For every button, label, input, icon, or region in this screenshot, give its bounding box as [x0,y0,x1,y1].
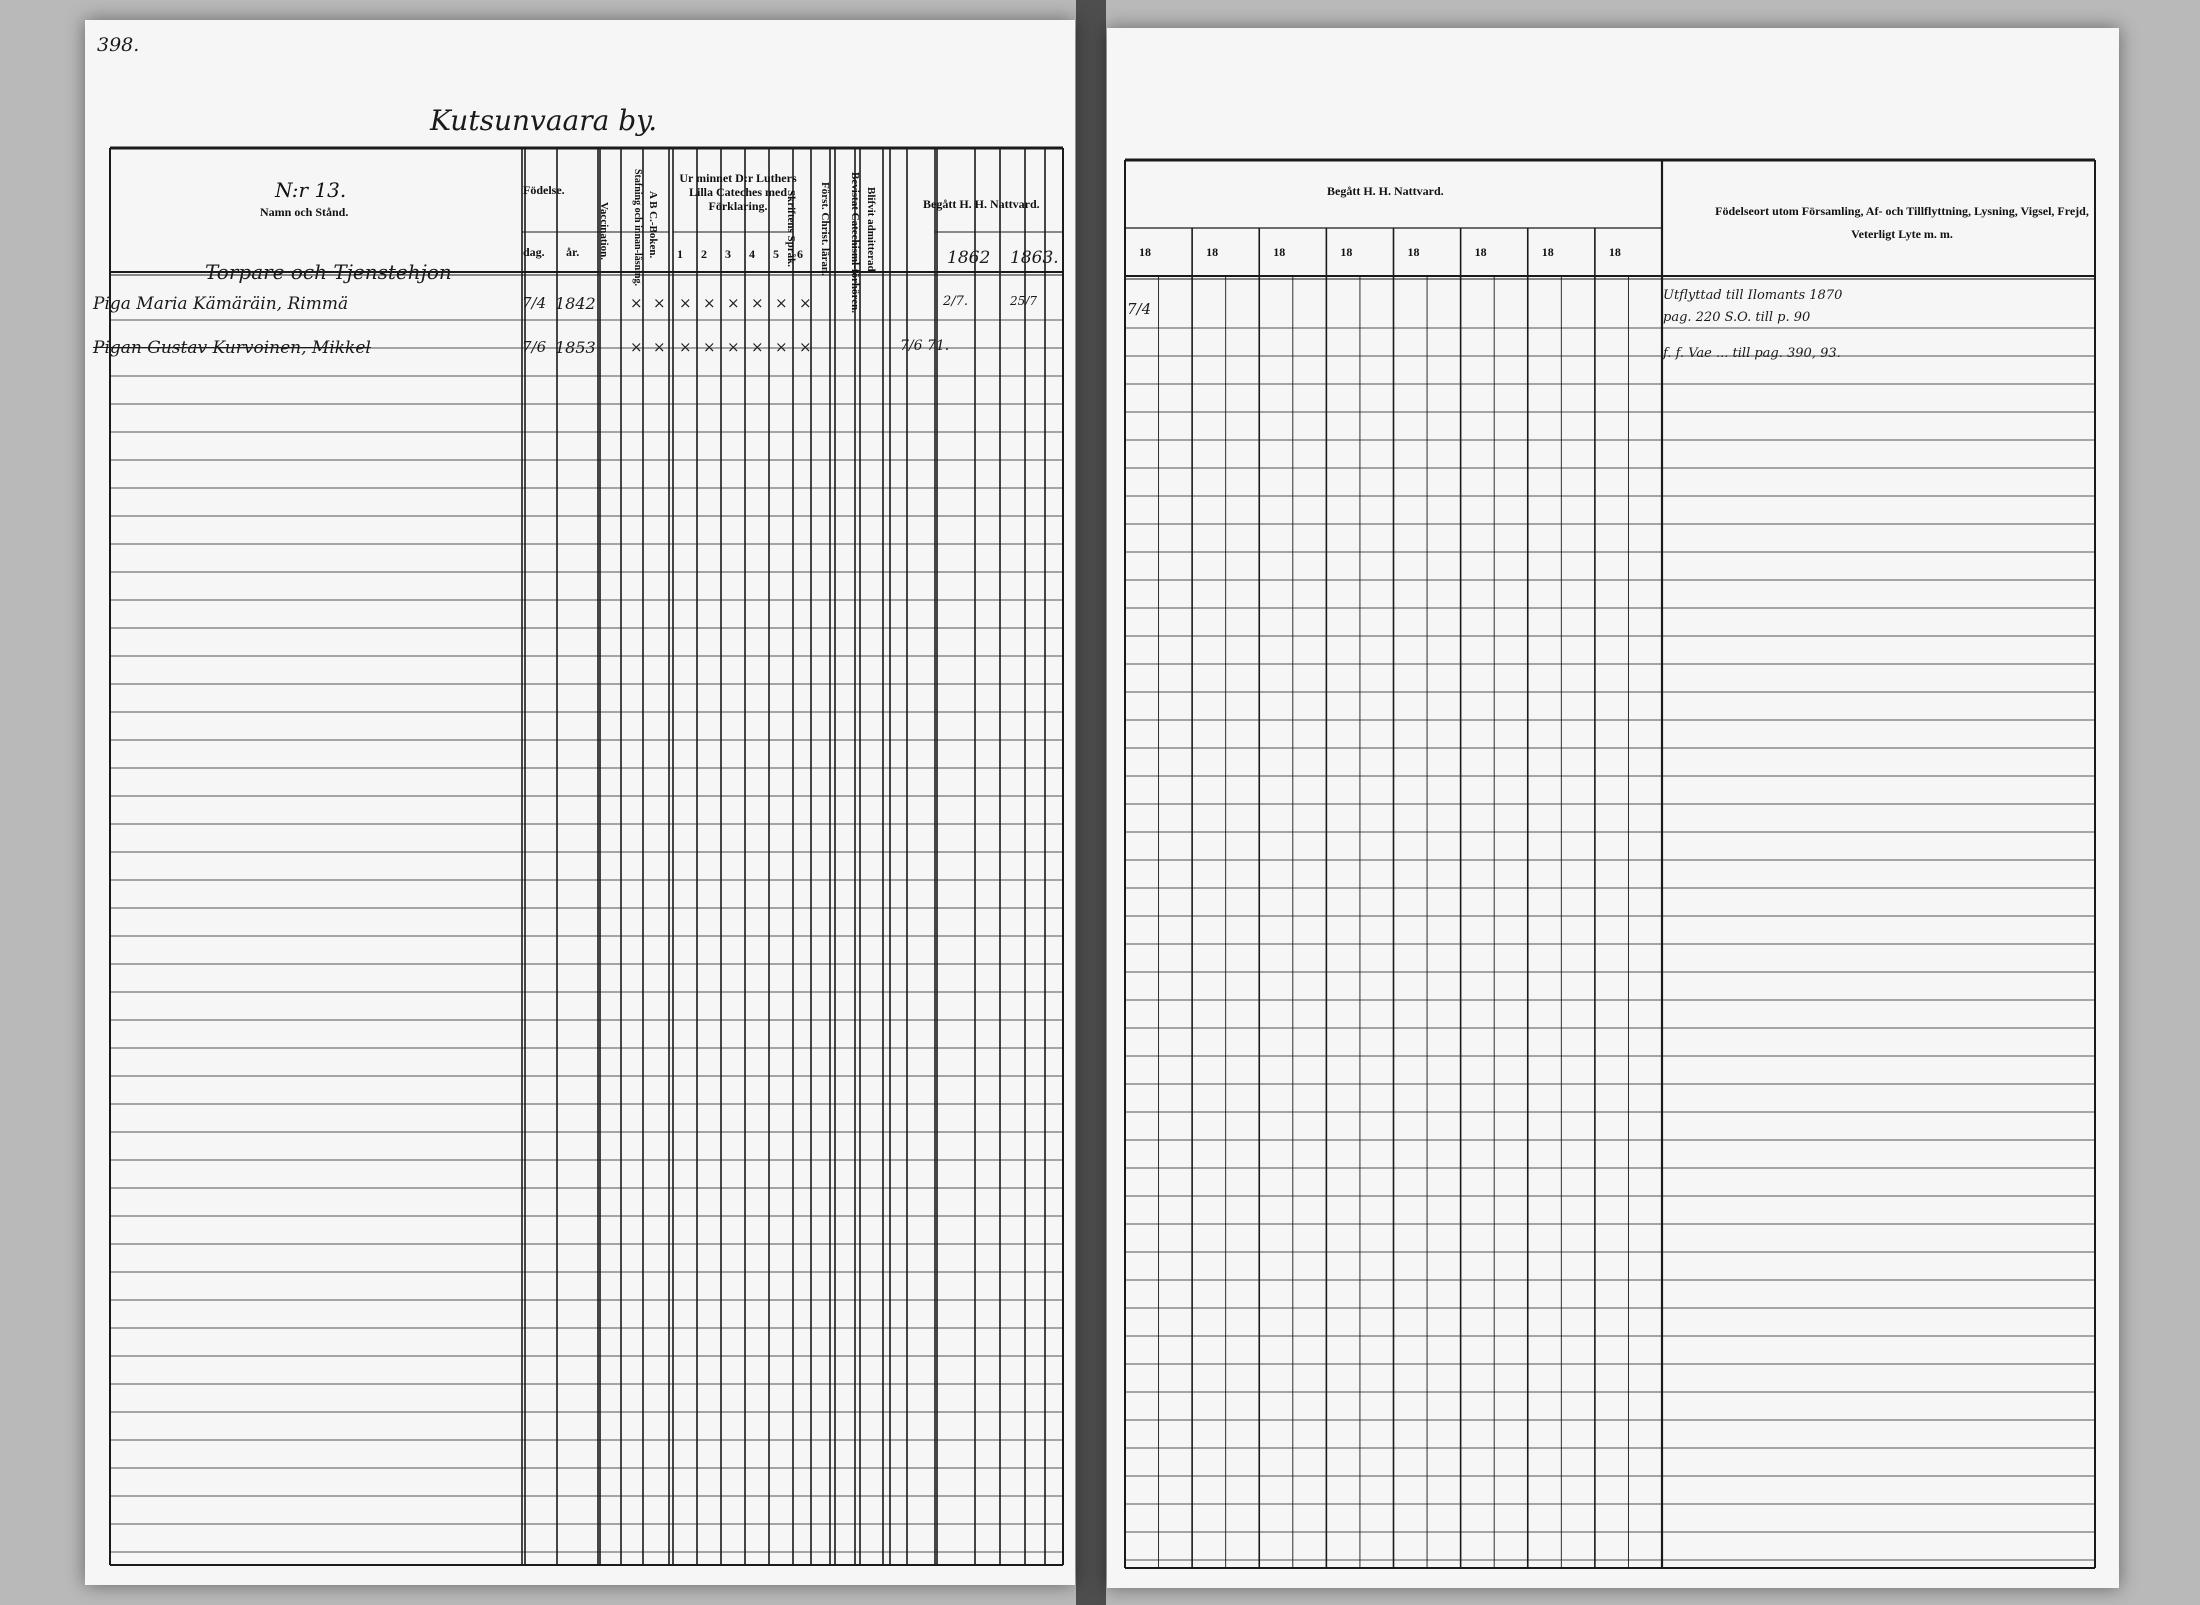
year-header: 18 [1340,245,1353,259]
reading-mark: × [703,294,716,312]
col-begatt-left: Begått H. H. Nattvard. [923,197,1040,211]
year-header: 18 [1273,245,1286,259]
reading-mark: × [727,294,740,312]
reading-mark: × [679,294,692,312]
row1-name: Piga Maria Kämäräin, Rimmä [93,294,349,314]
col-abc: A B C.-Boken. [647,191,660,259]
col-forst: Först. Christ. läran. [819,182,831,276]
communion-year-2: 1863. [1010,248,1059,268]
right-row1-entry: 7/4 [1127,300,1152,318]
row2-name: Pigan Gustav Kurvoinen, Mikkel [93,338,371,358]
remark-line-3: f. f. Vae ... till pag. 390, 93. [1663,346,1841,361]
household-number: N:r 13. [275,178,347,202]
left-ruling [85,20,1075,1585]
reading-mark: × [751,294,764,312]
year-header: 18 [1474,245,1487,259]
col-vaccination: Vaccination. [598,202,611,260]
remark-line-1: Utflyttad till Ilomants 1870 [1663,288,1843,303]
reading-mark: × [703,338,716,356]
communion-year-1: 1862 [947,248,991,268]
year-header: 18 [1139,245,1151,259]
col-memory-header: Ur minnet D:r Luthers Lilla Cateches med Förklaring. [679,171,797,213]
row2-admitted: 7/6 71. [900,338,950,354]
reading-mark: × [799,338,812,356]
reading-mark: × [727,338,740,356]
col-reading: Stafning och innan-läsning. [632,168,643,286]
col-remarks: Födelseort utom Församling, Af- och Tillflyttning, Lysning, Vigsel, Frejd, Veterligt Lyte m. m. [1715,204,2089,241]
col-begatt-right: Begått H. H. Nattvard. [1327,184,1444,198]
book-spine [1076,0,1106,1605]
year-header: 18 [1206,245,1219,259]
col-birth-day: dag. [523,245,545,259]
village-title: Kutsunvaara by. [430,104,658,137]
catechism-number: 6 [797,247,803,261]
reading-mark: × [630,338,643,356]
row1-communion-1862: 2/7. [943,294,969,309]
catechism-number: 3 [725,247,731,261]
remark-line-2: pag. 220 S.O. till p. 90 [1663,310,1811,325]
right-ruling [1107,28,2119,1588]
reading-mark: × [799,294,812,312]
row1-birth-day: 7/4 [522,294,547,312]
reading-mark: × [751,338,764,356]
col-bevistat: Bevistat Catechisml-förhören. [849,172,861,313]
right-page [1107,28,2119,1588]
reading-mark: × [679,338,692,356]
catechism-number: 5 [773,247,779,261]
year-header: 18 [1407,245,1420,259]
row1-communion-1863: 25/7 [1010,294,1037,308]
row2-birth-year: 1853 [555,338,596,357]
reading-mark: × [775,338,788,356]
row1-birth-year: 1842 [555,294,596,313]
page-number: 398. [97,34,140,56]
reading-mark: × [653,338,666,356]
reading-mark: × [653,294,666,312]
catechism-number: 2 [701,247,707,261]
year-header: 18 [1541,245,1554,259]
year-header: 18 [1608,245,1621,259]
left-page [85,20,1075,1585]
row2-birth-day: 7/6 [522,338,547,356]
col-skriftens: Skriftens Språk. [785,190,798,268]
catechism-number: 4 [749,247,755,261]
reading-mark: × [630,294,643,312]
household-label: Torpare och Tjenstehjon [205,260,452,284]
col-name-header: Namn och Stånd. [260,205,349,219]
col-birth-year: år. [566,245,580,259]
col-birth-header: Födelse. [523,183,565,197]
catechism-number: 1 [677,247,683,261]
reading-mark: × [775,294,788,312]
col-blifvit: Blifvit admitterad [865,186,878,272]
